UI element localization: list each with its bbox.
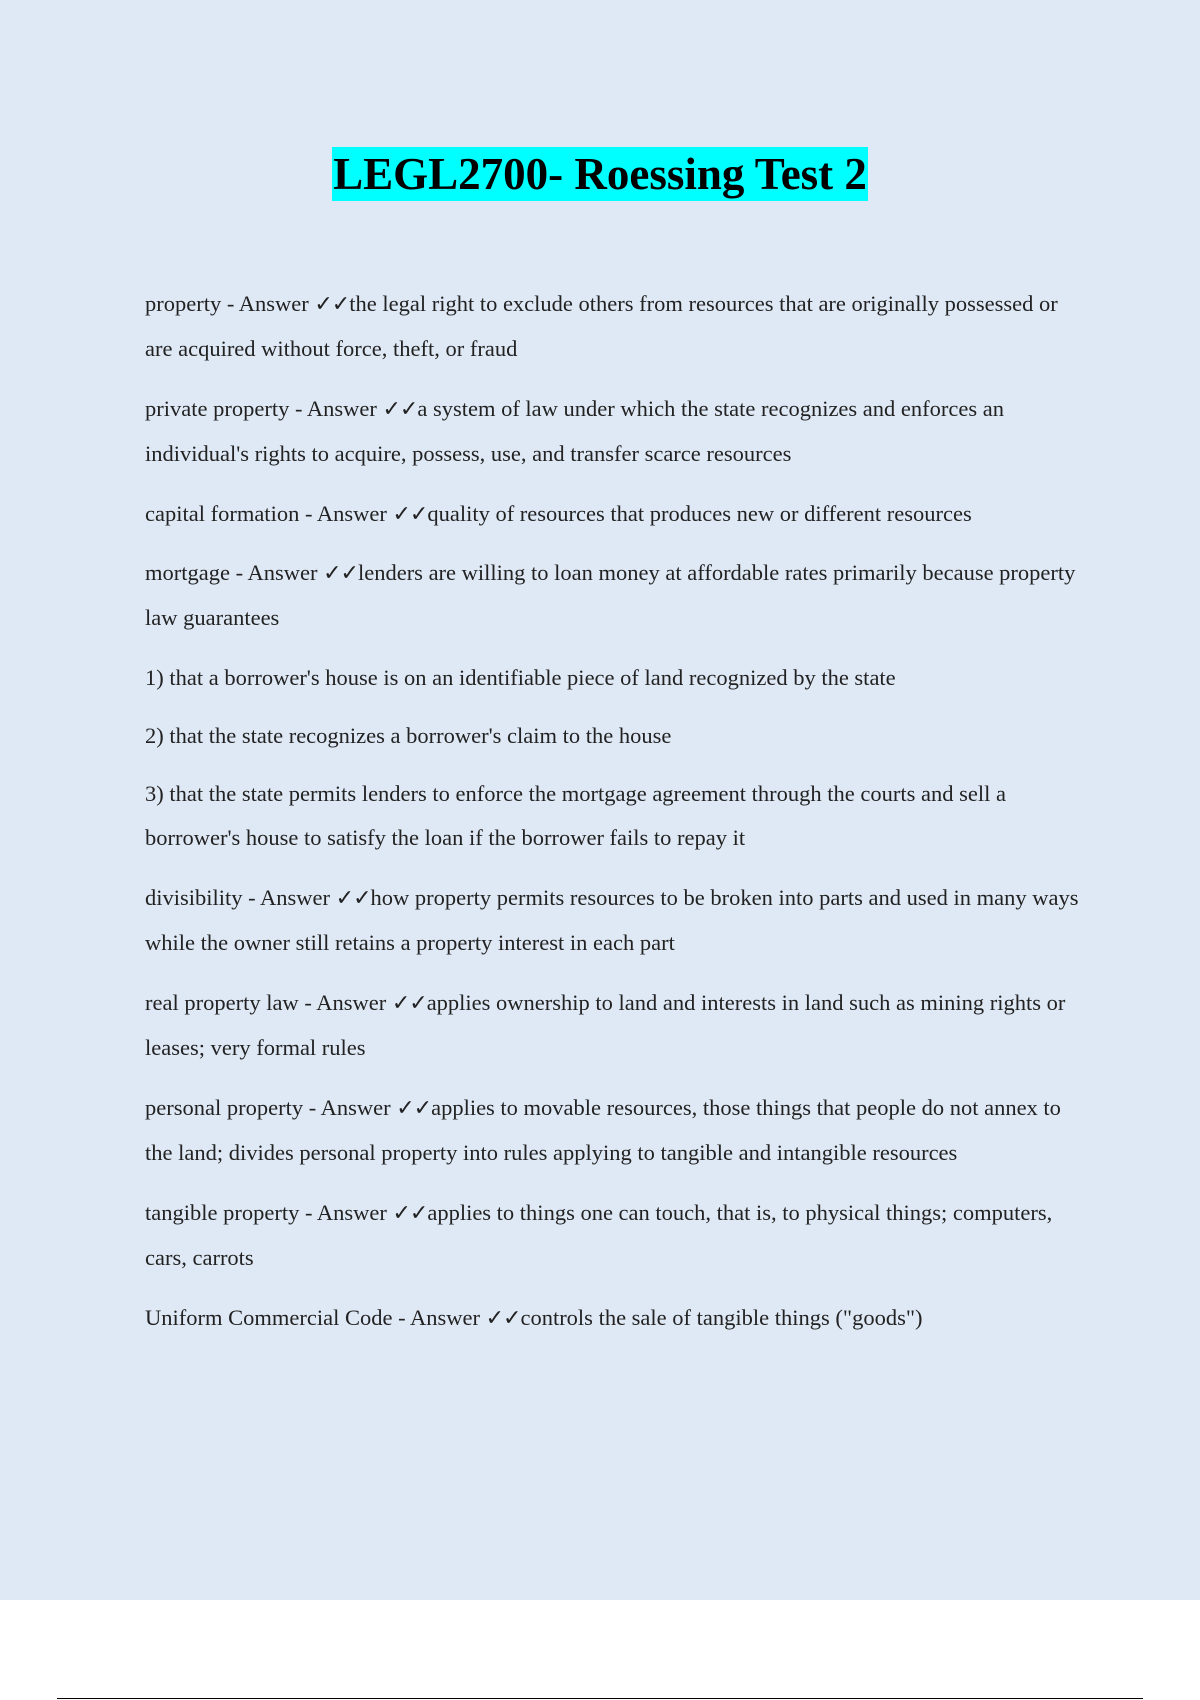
entry-capital-formation: capital formation - Answer ✓✓quality of resources that produces new or different resources <box>145 501 972 527</box>
answer-label: Answer <box>409 1305 480 1330</box>
entry-term: tangible property <box>145 1200 300 1225</box>
double-check-icon: ✓✓ <box>392 1201 428 1226</box>
answer-label: Answer <box>238 291 309 316</box>
footer-divider <box>57 1698 1143 1699</box>
entry-answer: quality of resources that produces new or different resources <box>427 501 972 526</box>
entry-real-property-law: real property law - Answer ✓✓applies ownership to land and interests in land such as mining rights or leases; very formal rules <box>145 990 1066 1060</box>
double-check-icon: ✓✓ <box>396 1096 432 1121</box>
answer-label: Answer <box>316 501 387 526</box>
mortgage-point-1: 1) that a borrower's house is on an identifiable piece of land recognized by the state <box>145 665 896 690</box>
mortgage-point-3: 3) that the state permits lenders to enforce the mortgage agreement through the courts and sell a borrower's house to satisfy the loan if the borrower fails to repay it <box>145 781 1006 850</box>
entry-answer: the legal right to exclude others from resources that are originally possessed or are acquired without force, theft, or fraud <box>145 291 1058 361</box>
entry-property: property - Answer ✓✓the legal right to exclude others from resources that are originally possessed or are acquired without force, theft, or fraud <box>145 291 1058 361</box>
double-check-icon: ✓✓ <box>392 502 428 527</box>
entry-term: property <box>145 291 222 316</box>
flashcard-list <box>145 282 1090 1357</box>
double-check-icon: ✓✓ <box>391 991 427 1016</box>
entry-personal-property: personal property - Answer ✓✓applies to movable resources, those things that people do not annex to the land; divides personal property into rules applying to tangible and intangible resources <box>145 1095 1061 1165</box>
entry-answer: applies ownership to land and interests in land such as mining rights or leases; very formal rules <box>145 990 1066 1060</box>
entry-answer: controls the sale of tangible things ("goods") <box>520 1305 923 1330</box>
answer-label: Answer <box>306 396 377 421</box>
mortgage-point-2: 2) that the state recognizes a borrower's claim to the house <box>145 723 672 748</box>
double-check-icon: ✓✓ <box>485 1306 521 1331</box>
answer-label: Answer <box>247 560 318 585</box>
entry-answer: lenders are willing to loan money at affordable rates primarily because property law guarantees <box>145 560 1076 630</box>
answer-label: Answer <box>320 1095 391 1120</box>
entry-answer: how property permits resources to be broken into parts and used in many ways while the owner still retains a property interest in each part <box>145 885 1079 955</box>
answer-label: Answer <box>316 990 387 1015</box>
entry-answer: a system of law under which the state recognizes and enforces an individual's rights to acquire, possess, use, and transfer scarce resources <box>145 396 1004 466</box>
entry-uniform-commercial-code: Uniform Commercial Code - Answer ✓✓controls the sale of tangible things ("goods") <box>145 1305 923 1331</box>
entry-tangible-property: tangible property - Answer ✓✓applies to things one can touch, that is, to physical things; computers, cars, carrots <box>145 1200 1053 1270</box>
answer-label: Answer <box>260 885 331 910</box>
entry-answer: applies to movable resources, those things that people do not annex to the land; divides personal property into rules applying to tangible and intangible resources <box>145 1095 1061 1165</box>
answer-label: Answer <box>316 1200 387 1225</box>
double-check-icon: ✓✓ <box>314 292 350 317</box>
double-check-icon: ✓✓ <box>335 886 371 911</box>
entry-term: capital formation <box>145 501 300 526</box>
title-wrap <box>0 147 1200 201</box>
entry-private-property: private property - Answer ✓✓a system of law under which the state recognizes and enforces an individual's rights to acquire, possess, use, and transfer scarce resources <box>145 396 1004 466</box>
double-check-icon: ✓✓ <box>382 397 418 422</box>
document-title: LEGL2700- Roessing Test 2 <box>333 149 867 199</box>
double-check-icon: ✓✓ <box>323 561 358 586</box>
entry-term: private property <box>145 396 290 421</box>
entry-term: Uniform Commercial Code <box>145 1305 393 1330</box>
entry-divisibility: divisibility - Answer ✓✓how property permits resources to be broken into parts and used in many ways while the owner still retains a property interest in each part <box>145 885 1079 955</box>
entry-mortgage: mortgage - Answer ✓✓lenders are willing to loan money at affordable rates primarily because property law guarantees <box>145 560 1076 630</box>
entry-term: mortgage <box>145 560 230 585</box>
entry-answer: applies to things one can touch, that is, to physical things; computers, cars, carrots <box>145 1200 1053 1270</box>
entry-term: divisibility <box>145 885 243 910</box>
entry-term: real property law <box>145 990 299 1015</box>
entry-term: personal property <box>145 1095 304 1120</box>
